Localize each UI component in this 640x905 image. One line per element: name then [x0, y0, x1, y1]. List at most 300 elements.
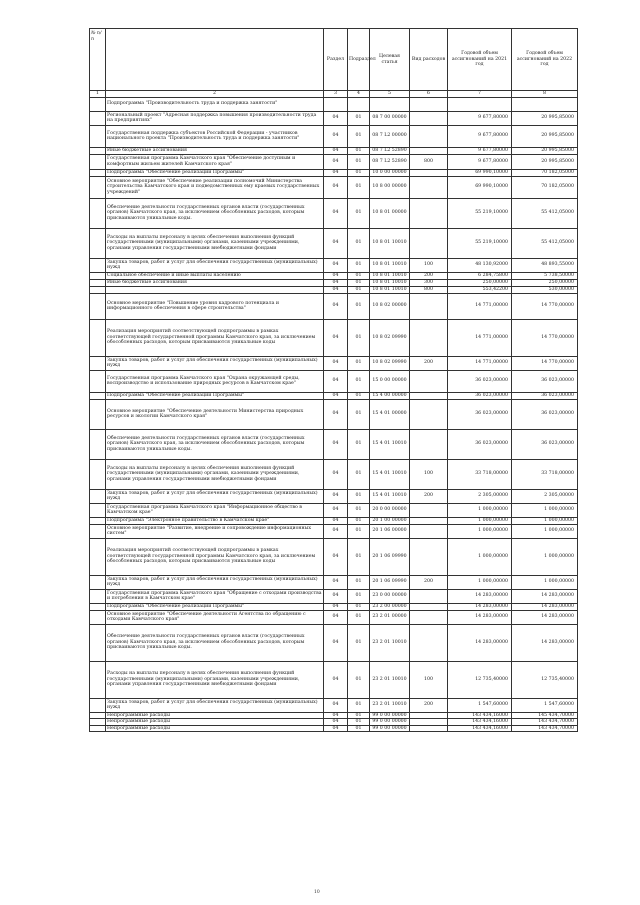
cell-vr — [410, 610, 448, 624]
cell-csr: 23 2 01 10010 — [370, 624, 410, 661]
cell-razdel: 04 — [324, 392, 348, 399]
column-number-row — [90, 91, 578, 98]
cell-razdel: 04 — [324, 286, 348, 293]
cell-podrazdel: 01 — [348, 176, 370, 198]
col-number: 8 — [512, 91, 578, 98]
cell-sum-2022: 20 995,85000 — [512, 154, 578, 169]
cell-vr — [410, 589, 448, 603]
table-row — [90, 272, 578, 279]
cell-name: Непрограммные расходы — [106, 719, 324, 726]
cell-sum-2021: 14 283,00000 — [448, 589, 512, 603]
cell-razdel: 04 — [324, 524, 348, 538]
cell-name: Обеспечение деятельности государственных органов власти (государственных органов) Камчатского края, за исключением обособленных расходов, которым присваиваются уникальные коды. — [106, 198, 324, 228]
cell-vr: 300 — [410, 279, 448, 286]
table-row — [90, 125, 578, 147]
cell-csr: 23 2 00 00000 — [370, 603, 410, 610]
cell-csr: 23 2 01 00000 — [370, 610, 410, 624]
cell-razdel: 04 — [324, 698, 348, 712]
cell-sum-2021: 2 305,00000 — [448, 489, 512, 503]
cell-sum-2021: 36 023,00000 — [448, 392, 512, 399]
cell-podrazdel: 01 — [348, 258, 370, 272]
cell-name: Реализация мероприятий соответствующей подпрограммы в рамках соответствующей государственной программы Камчатского края, за исключением обособленных расходов, которым присваиваются уникальные коды — [106, 538, 324, 575]
cell-num — [90, 712, 106, 719]
col-number: 2 — [106, 91, 324, 98]
table-row — [90, 725, 578, 732]
cell-num — [90, 272, 106, 279]
cell-num — [90, 459, 106, 489]
cell-sum-2022: 5 738,50000 — [512, 272, 578, 279]
cell-podrazdel: 01 — [348, 698, 370, 712]
cell-razdel: 04 — [324, 712, 348, 719]
cell-podrazdel: 01 — [348, 154, 370, 169]
cell-podrazdel: 01 — [348, 286, 370, 293]
cell-vr: 200 — [410, 698, 448, 712]
cell-sum-2021: 33 718,00000 — [448, 459, 512, 489]
cell-razdel: 04 — [324, 725, 348, 732]
table-row — [90, 319, 578, 356]
cell-vr: 100 — [410, 459, 448, 489]
cell-razdel: 04 — [324, 538, 348, 575]
cell-csr: 10 0 00 00000 — [370, 169, 410, 176]
cell-sum-2022: 143 434,70000 — [512, 719, 578, 726]
cell-vr: 100 — [410, 258, 448, 272]
cell-podrazdel: 01 — [348, 293, 370, 319]
cell-csr: 99 0 00 00000 — [370, 725, 410, 732]
cell-sum-2021: 69 990,10000 — [448, 169, 512, 176]
cell-csr: 20 1 00 00000 — [370, 517, 410, 524]
cell-razdel: 04 — [324, 198, 348, 228]
cell-num — [90, 147, 106, 154]
cell-podrazdel: 01 — [348, 624, 370, 661]
cell-num — [90, 293, 106, 319]
cell-num — [90, 719, 106, 726]
table-row — [90, 503, 578, 517]
cell-sum-2021: 55 219,10000 — [448, 228, 512, 258]
cell-num — [90, 575, 106, 589]
cell-num — [90, 603, 106, 610]
header-sum-2021: Годовой объем ассигнований на 2021 год — [448, 29, 512, 91]
cell-razdel: 04 — [324, 429, 348, 459]
cell-sum-2022: 530,00000 — [512, 286, 578, 293]
cell-sum-2021: 14 771,00000 — [448, 293, 512, 319]
cell-sum-2022: 145 434,70000 — [512, 712, 578, 719]
cell-name: Региональный проект "Адресная поддержка повышения производительности труда на предприятиях" — [106, 111, 324, 125]
cell-name: Социальное обеспечение и иные выплаты населению — [106, 272, 324, 279]
cell-name: Подпрограмма "Обеспечение реализации Программы" — [106, 169, 324, 176]
cell-sum-2021: 1 000,00000 — [448, 575, 512, 589]
cell-razdel: 04 — [324, 279, 348, 286]
cell-sum-2022: 2 305,00000 — [512, 489, 578, 503]
cell-sum-2021: 55 219,10000 — [448, 198, 512, 228]
cell-podrazdel: 01 — [348, 661, 370, 698]
cell-podrazdel: 01 — [348, 228, 370, 258]
cell-num — [90, 125, 106, 147]
cell-razdel: 04 — [324, 459, 348, 489]
cell-podrazdel: 01 — [348, 459, 370, 489]
table-row — [90, 228, 578, 258]
cell-podrazdel: 01 — [348, 272, 370, 279]
cell-sum-2021: 250,00000 — [448, 279, 512, 286]
cell-razdel: 04 — [324, 719, 348, 726]
cell-sum-2022: 14 283,00000 — [512, 603, 578, 610]
cell-vr — [410, 228, 448, 258]
cell-csr: 08 7 00 00000 — [370, 111, 410, 125]
cell-podrazdel: 01 — [348, 125, 370, 147]
table-row — [90, 198, 578, 228]
cell-razdel: 04 — [324, 370, 348, 392]
cell-name: Закупка товаров, работ и услуг для обеспечения государственных (муниципальных) нужд — [106, 575, 324, 589]
cell-sum-2022: 70 182,05000 — [512, 176, 578, 198]
cell-num — [90, 169, 106, 176]
cell-csr — [370, 97, 410, 111]
cell-num — [90, 319, 106, 356]
cell-num — [90, 111, 106, 125]
cell-csr: 10 8 01 10010 — [370, 286, 410, 293]
cell-num — [90, 356, 106, 370]
cell-vr — [410, 147, 448, 154]
cell-sum-2021: 36 023,00000 — [448, 429, 512, 459]
cell-razdel: 04 — [324, 154, 348, 169]
cell-name: Государственная поддержка субъектов Российской Федерации - участников национального проекта "Производительность труда и поддержка занятости" — [106, 125, 324, 147]
cell-csr: 15 4 01 10010 — [370, 489, 410, 503]
cell-csr: 20 0 00 00000 — [370, 503, 410, 517]
cell-sum-2021: 143 434,16000 — [448, 725, 512, 732]
cell-vr — [410, 524, 448, 538]
cell-podrazdel: 01 — [348, 198, 370, 228]
table-row — [90, 719, 578, 726]
cell-num — [90, 279, 106, 286]
cell-podrazdel: 01 — [348, 503, 370, 517]
table-row — [90, 176, 578, 198]
cell-sum-2021: 14 283,00000 — [448, 624, 512, 661]
cell-num — [90, 228, 106, 258]
cell-podrazdel — [348, 97, 370, 111]
cell-num — [90, 661, 106, 698]
cell-vr — [410, 176, 448, 198]
cell-podrazdel: 01 — [348, 370, 370, 392]
cell-vr — [410, 125, 448, 147]
table-row — [90, 661, 578, 698]
cell-num — [90, 725, 106, 732]
cell-sum-2022: 14 283,00000 — [512, 589, 578, 603]
header-vr: Вид расходов — [410, 29, 448, 91]
cell-csr: 99 0 00 00000 — [370, 712, 410, 719]
cell-num — [90, 538, 106, 575]
cell-sum-2022: 12 735,40000 — [512, 661, 578, 698]
cell-vr — [410, 719, 448, 726]
cell-name: Подпрограмма "Обеспечение реализации Программы" — [106, 603, 324, 610]
table-row — [90, 399, 578, 429]
cell-sum-2022 — [512, 97, 578, 111]
cell-vr — [410, 319, 448, 356]
table-row — [90, 517, 578, 524]
cell-csr: 20 1 06 09990 — [370, 538, 410, 575]
cell-podrazdel: 01 — [348, 279, 370, 286]
cell-csr: 08 7 L2 52890 — [370, 154, 410, 169]
cell-podrazdel: 01 — [348, 111, 370, 125]
cell-csr: 23 2 01 10010 — [370, 661, 410, 698]
cell-csr: 10 8 02 09990 — [370, 356, 410, 370]
cell-sum-2022: 36 023,00000 — [512, 399, 578, 429]
cell-sum-2022: 1 000,00000 — [512, 503, 578, 517]
col-number: 7 — [448, 91, 512, 98]
cell-name: Закупка товаров, работ и услуг для обеспечения государственных (муниципальных) нужд — [106, 489, 324, 503]
cell-sum-2022: 1 000,00000 — [512, 538, 578, 575]
cell-razdel: 04 — [324, 111, 348, 125]
cell-csr: 10 8 02 09990 — [370, 319, 410, 356]
cell-podrazdel: 01 — [348, 575, 370, 589]
cell-razdel: 04 — [324, 356, 348, 370]
cell-csr: 15 4 01 00000 — [370, 399, 410, 429]
col-number: 4 — [348, 91, 370, 98]
cell-name: Закупка товаров, работ и услуг для обеспечения государственных (муниципальных) нужд — [106, 356, 324, 370]
cell-sum-2021: 9 677,80000 — [448, 111, 512, 125]
cell-sum-2021: 1 000,00000 — [448, 538, 512, 575]
cell-csr: 10 8 01 10010 — [370, 258, 410, 272]
table-row — [90, 524, 578, 538]
cell-podrazdel: 01 — [348, 719, 370, 726]
table-row — [90, 154, 578, 169]
cell-vr — [410, 429, 448, 459]
cell-sum-2021: 14 283,00000 — [448, 610, 512, 624]
cell-sum-2021: 36 023,00000 — [448, 399, 512, 429]
cell-csr: 20 1 06 09990 — [370, 575, 410, 589]
cell-sum-2021: 143 434,16000 — [448, 712, 512, 719]
cell-sum-2022: 36 023,00000 — [512, 392, 578, 399]
cell-vr: 100 — [410, 661, 448, 698]
col-number: 6 — [410, 91, 448, 98]
cell-csr: 15 0 00 00000 — [370, 370, 410, 392]
table-row — [90, 370, 578, 392]
cell-vr: 200 — [410, 356, 448, 370]
cell-sum-2022: 143 434,70000 — [512, 725, 578, 732]
table-row — [90, 575, 578, 589]
cell-num — [90, 517, 106, 524]
cell-name: Подпрограмма "Электронное правительство в Камчатском крае" — [106, 517, 324, 524]
cell-sum-2021 — [448, 97, 512, 111]
table-row — [90, 712, 578, 719]
cell-vr — [410, 111, 448, 125]
cell-num — [90, 399, 106, 429]
cell-razdel: 04 — [324, 319, 348, 356]
col-number: 1 — [90, 91, 106, 98]
cell-podrazdel: 01 — [348, 538, 370, 575]
cell-vr: 200 — [410, 272, 448, 279]
cell-sum-2021: 14 771,00000 — [448, 319, 512, 356]
cell-podrazdel: 01 — [348, 356, 370, 370]
cell-csr: 23 2 01 10010 — [370, 698, 410, 712]
cell-vr — [410, 399, 448, 429]
cell-sum-2021: 6 284,75800 — [448, 272, 512, 279]
cell-csr: 10 8 02 00000 — [370, 293, 410, 319]
header-csr: Целевая статья — [370, 29, 410, 91]
header-num: № п/п — [90, 29, 106, 91]
cell-num — [90, 589, 106, 603]
table-row — [90, 603, 578, 610]
cell-sum-2021: 9 677,80000 — [448, 154, 512, 169]
cell-name: Основное мероприятие "Обеспечение реализации полномочий Министерства строительства Камчатского края и подведомственных ему краевых государственных учреждений" — [106, 176, 324, 198]
cell-sum-2021: 48 130,92000 — [448, 258, 512, 272]
table-row — [90, 429, 578, 459]
cell-csr: 15 4 00 00000 — [370, 392, 410, 399]
cell-razdel: 04 — [324, 589, 348, 603]
cell-name: Основное мероприятие "Повышение уровня кадрового потенциала и информационного обеспечения в сфере строительства" — [106, 293, 324, 319]
cell-name: Непрограммные расходы — [106, 725, 324, 732]
cell-name: Основное мероприятие "Развитие, внедрение и сопровождение информационных систем" — [106, 524, 324, 538]
cell-sum-2022: 14 770,00000 — [512, 319, 578, 356]
table-row — [90, 293, 578, 319]
cell-num — [90, 154, 106, 169]
cell-num — [90, 610, 106, 624]
cell-csr: 99 0 00 00000 — [370, 719, 410, 726]
table-row — [90, 279, 578, 286]
cell-num — [90, 624, 106, 661]
cell-num — [90, 286, 106, 293]
cell-num — [90, 258, 106, 272]
cell-vr: 800 — [410, 154, 448, 169]
cell-vr — [410, 293, 448, 319]
cell-num — [90, 198, 106, 228]
cell-vr — [410, 517, 448, 524]
cell-vr — [410, 198, 448, 228]
cell-name: Подпрограмма "Обеспечение реализации Программы" — [106, 392, 324, 399]
cell-podrazdel: 01 — [348, 589, 370, 603]
cell-razdel: 04 — [324, 624, 348, 661]
cell-csr: 08 7 L2 00000 — [370, 125, 410, 147]
table-row — [90, 147, 578, 154]
cell-podrazdel: 01 — [348, 429, 370, 459]
cell-num — [90, 698, 106, 712]
cell-podrazdel: 01 — [348, 603, 370, 610]
cell-sum-2022: 1 547,60000 — [512, 698, 578, 712]
cell-podrazdel: 01 — [348, 169, 370, 176]
cell-sum-2022: 20 995,85000 — [512, 125, 578, 147]
cell-num — [90, 524, 106, 538]
cell-razdel: 04 — [324, 272, 348, 279]
cell-vr — [410, 370, 448, 392]
cell-podrazdel: 01 — [348, 725, 370, 732]
cell-vr — [410, 392, 448, 399]
header-sum-2022: Годовой объем ассигнований на 2022 год — [512, 29, 578, 91]
cell-sum-2021: 1 000,00000 — [448, 503, 512, 517]
cell-csr: 15 4 01 10010 — [370, 459, 410, 489]
cell-podrazdel: 01 — [348, 517, 370, 524]
cell-vr — [410, 169, 448, 176]
cell-sum-2022: 55 412,05000 — [512, 198, 578, 228]
table-row — [90, 258, 578, 272]
cell-sum-2021: 14 771,00000 — [448, 356, 512, 370]
cell-name: Реализация мероприятий соответствующей подпрограммы в рамках соответствующей государственной программы Камчатского края, за исключением обособленных расходов, которым присваиваются уникальные коды — [106, 319, 324, 356]
cell-sum-2022: 55 412,05000 — [512, 228, 578, 258]
cell-vr: 200 — [410, 489, 448, 503]
cell-sum-2022: 1 000,00000 — [512, 575, 578, 589]
cell-razdel: 04 — [324, 503, 348, 517]
table-row — [90, 610, 578, 624]
cell-sum-2021: 69 990,10000 — [448, 176, 512, 198]
cell-num — [90, 97, 106, 111]
cell-vr — [410, 725, 448, 732]
cell-name: Расходы на выплаты персоналу в целях обеспечения выполнения функций государственными (муниципальными) органами, казенными учреждениями, органами управления государственными внебюджетными фондами — [106, 661, 324, 698]
cell-name: Государственная программа Камчатского края "Информационное общество в Камчатском крае" — [106, 503, 324, 517]
cell-sum-2021: 143 434,16000 — [448, 719, 512, 726]
cell-csr: 10 8 01 10010 — [370, 279, 410, 286]
cell-csr: 23 0 00 00000 — [370, 589, 410, 603]
table-row — [90, 97, 578, 111]
cell-num — [90, 503, 106, 517]
cell-sum-2022: 250,00000 — [512, 279, 578, 286]
cell-razdel: 04 — [324, 399, 348, 429]
cell-razdel — [324, 97, 348, 111]
table-row — [90, 286, 578, 293]
cell-razdel: 04 — [324, 610, 348, 624]
cell-name: Закупка товаров, работ и услуг для обеспечения государственных (муниципальных) нужд — [106, 698, 324, 712]
cell-vr: 800 — [410, 286, 448, 293]
cell-sum-2021: 1 000,00000 — [448, 517, 512, 524]
cell-name: Закупка товаров, работ и услуг для обеспечения государственных (муниципальных) нужд — [106, 258, 324, 272]
cell-sum-2022: 1 000,00000 — [512, 517, 578, 524]
cell-razdel: 04 — [324, 176, 348, 198]
cell-csr: 10 8 01 00000 — [370, 198, 410, 228]
cell-csr: 20 1 06 00000 — [370, 524, 410, 538]
table-row — [90, 489, 578, 503]
cell-num — [90, 370, 106, 392]
cell-razdel: 04 — [324, 293, 348, 319]
budget-table — [89, 28, 578, 732]
cell-sum-2021: 1 000,00000 — [448, 524, 512, 538]
cell-sum-2022: 70 182,05000 — [512, 169, 578, 176]
cell-razdel: 04 — [324, 489, 348, 503]
cell-csr: 08 7 L2 52890 — [370, 147, 410, 154]
cell-vr — [410, 712, 448, 719]
cell-razdel: 04 — [324, 169, 348, 176]
cell-podrazdel: 01 — [348, 392, 370, 399]
header-razdel: Раздел — [324, 29, 348, 91]
cell-razdel: 04 — [324, 603, 348, 610]
cell-sum-2022: 14 283,00000 — [512, 610, 578, 624]
table-row — [90, 356, 578, 370]
cell-sum-2022: 20 995,85000 — [512, 147, 578, 154]
cell-name: Обеспечение деятельности государственных органов власти (государственных органов) Камчатского края, за исключением обособленных расходов, которым присваиваются уникальные коды. — [106, 429, 324, 459]
cell-num — [90, 392, 106, 399]
table-header-row — [90, 29, 578, 91]
cell-name: Расходы на выплаты персоналу в целях обеспечения выполнения функций государственными (муниципальными) органами, казенными учреждениями, органами управления государственными внебюджетными фондами — [106, 459, 324, 489]
cell-podrazdel: 01 — [348, 712, 370, 719]
header-podrazdel: Подраздел — [348, 29, 370, 91]
table-body — [90, 97, 578, 732]
table-row — [90, 589, 578, 603]
cell-sum-2022: 33 718,00000 — [512, 459, 578, 489]
budget-sheet — [89, 28, 577, 732]
cell-sum-2022: 48 893,55000 — [512, 258, 578, 272]
cell-sum-2021: 12 735,40000 — [448, 661, 512, 698]
cell-vr — [410, 538, 448, 575]
cell-sum-2022: 14 283,00000 — [512, 624, 578, 661]
cell-num — [90, 489, 106, 503]
cell-sum-2022: 20 995,85000 — [512, 111, 578, 125]
cell-name: Основное мероприятие "Обеспечение деятельности Министерства природных ресурсов и экологии Камчатского края" — [106, 399, 324, 429]
cell-sum-2022: 14 770,00000 — [512, 356, 578, 370]
cell-name: Обеспечение деятельности государственных органов власти (государственных органов) Камчатского края, за исключением обособленных расходов, которым присваиваются уникальные коды. — [106, 624, 324, 661]
cell-razdel: 04 — [324, 147, 348, 154]
table-row — [90, 624, 578, 661]
cell-podrazdel: 01 — [348, 319, 370, 356]
table-row — [90, 169, 578, 176]
cell-razdel: 04 — [324, 125, 348, 147]
table-row — [90, 392, 578, 399]
col-number: 5 — [370, 91, 410, 98]
cell-name: Иные бюджетные ассигнования — [106, 279, 324, 286]
cell-razdel: 04 — [324, 661, 348, 698]
